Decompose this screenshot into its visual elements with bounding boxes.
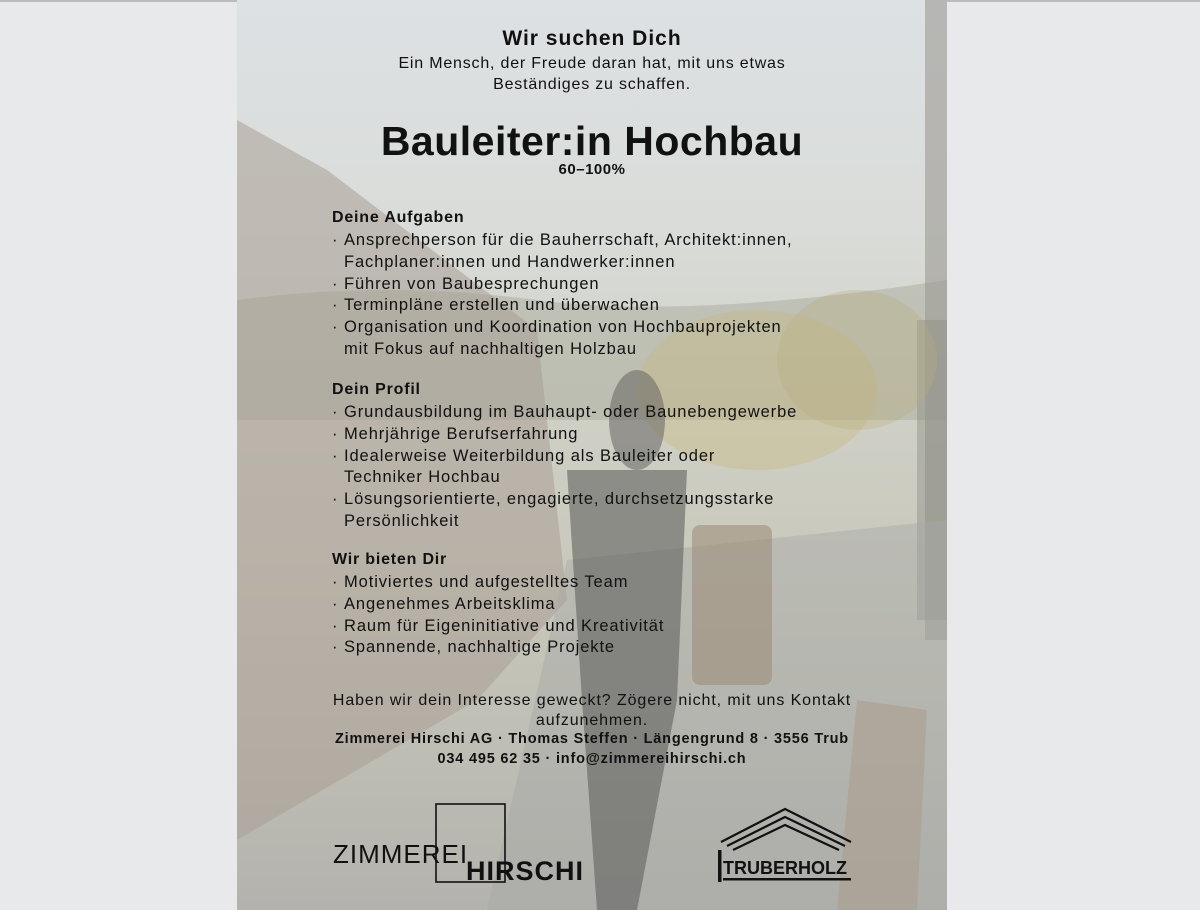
list-item-continuation: Fachplaner:innen und Handwerker:innen: [344, 252, 676, 271]
intro-line: Ein Mensch, der Freude daran hat, mit uns etwas: [398, 55, 786, 72]
logo-word-zimmerei: ZIMMEREI: [333, 839, 469, 869]
list-item: · Raum für Eigeninitiative und Kreativität: [332, 616, 892, 638]
list-item-continuation: Persönlichkeit: [344, 511, 460, 530]
truberholz-logo: [715, 806, 855, 886]
list-item-continuation: mit Fokus auf nachhaltigen Holzbau: [344, 339, 637, 358]
section-heading: Dein Profil: [332, 381, 421, 398]
section-offer: [332, 550, 892, 659]
list-item: · Lösungsorientierte, engagierte, durchsetzungsstarke: [332, 489, 892, 511]
list-item: · Organisation und Koordination von Hochbauprojekten: [332, 317, 892, 339]
list-item: · Mehrjährige Berufserfahrung: [332, 424, 892, 446]
list-item: · Spannende, nachhaltige Projekte: [332, 637, 892, 659]
logo-word-truberholz: TRUBERHOLZ: [723, 858, 847, 878]
list-item-continuation: Techniker Hochbau: [344, 468, 501, 487]
headline: Wir suchen Dich: [502, 27, 682, 50]
section-heading: Wir bieten Dir: [332, 551, 448, 568]
list-item: · Führen von Baubesprechungen: [332, 274, 892, 296]
intro-line: Beständiges zu schaffen.: [493, 76, 691, 93]
section-tasks: [332, 208, 892, 361]
list-item: · Motiviertes und aufgestelltes Team: [332, 572, 892, 594]
list-item: · Terminpläne erstellen und überwachen: [332, 295, 892, 317]
list-item: · Ansprechperson für die Bauherrschaft, Architekt:innen,: [332, 230, 892, 252]
list-item: · Angenehmes Arbeitsklima: [332, 594, 892, 616]
job-percentage: 60–100%: [558, 161, 626, 178]
section-profile: [332, 380, 892, 533]
list-item: · Grundausbildung im Bauhaupt- oder Baunebengewerbe: [332, 402, 892, 424]
zimmerei-hirschi-logo: [333, 800, 633, 890]
call-to-action: [237, 691, 947, 731]
logo-word-hirschi: HIRSCHI: [466, 856, 585, 886]
intro-text: [237, 53, 947, 95]
company-address: Zimmerei Hirschi AG · Thomas Steffen · Längengrund 8 · 3556 Trub: [335, 731, 849, 747]
call-to-action-text: Haben wir dein Interesse geweckt? Zögere nicht, mit uns Kontakt aufzunehmen.: [332, 692, 852, 729]
section-heading: Deine Aufgaben: [332, 209, 465, 226]
job-title: Bauleiter:in Hochbau: [380, 118, 804, 164]
job-poster: [237, 0, 947, 910]
list-item: · Idealerweise Weiterbildung als Bauleiter oder: [332, 446, 892, 468]
company-contact: 034 495 62 35 · info@zimmereihirschi.ch: [437, 751, 747, 767]
